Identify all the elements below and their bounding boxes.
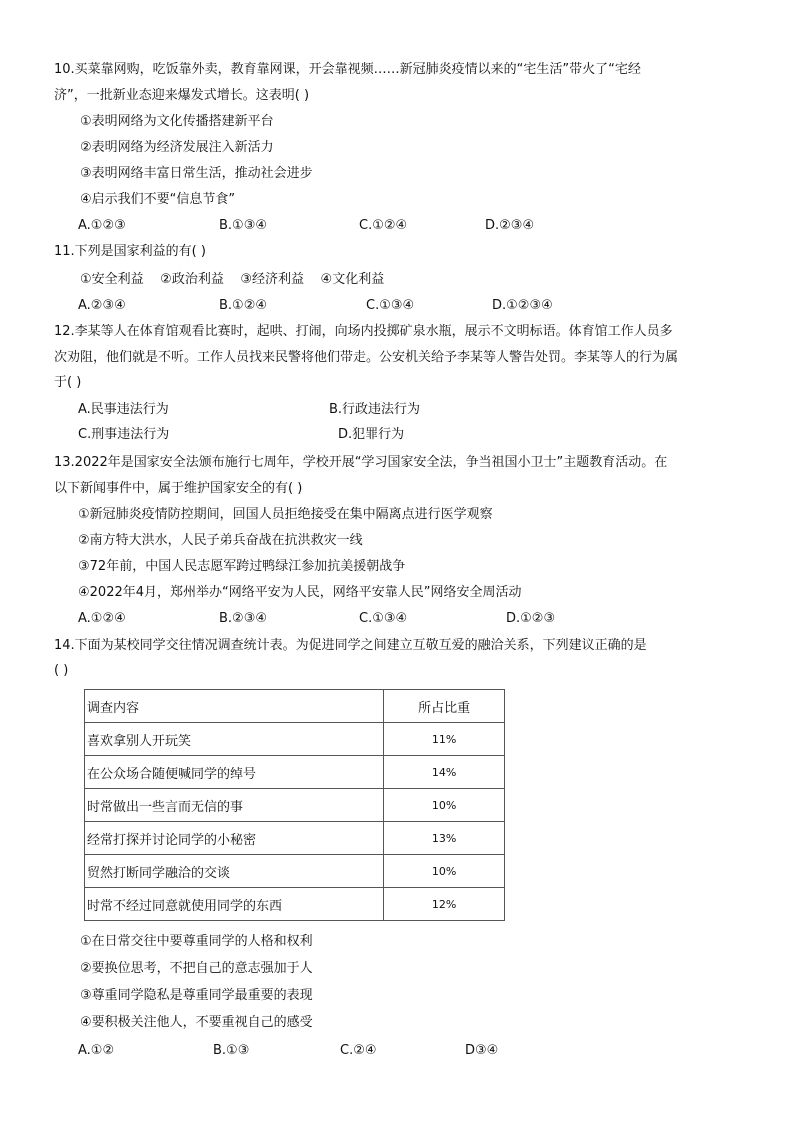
q13-option-a: A.①②④ <box>78 611 126 626</box>
table-row <box>85 855 505 888</box>
q12-stem-line2: 次劝阻，他们就是不听。工作人员找来民警将他们带走。公安机关给予李某等人警告处罚。李某等人的行为属 <box>54 350 679 365</box>
q10-option-a: A.①②③ <box>78 218 126 233</box>
q10-option-b: B.①③④ <box>219 218 268 233</box>
q12-option-a: A.民事违法行为 <box>78 402 169 417</box>
q10-item-2: ②表明网络为经济发展注入新活力 <box>80 140 274 155</box>
row-content: 时常不经过同意就使用同学的东西 <box>85 888 384 921</box>
q14-stem-line1: 14.下面为某校同学交往情况调查统计表。为促进同学之间建立互敬互爱的融洽关系，下列建议正确的是 <box>54 638 647 653</box>
q14-option-b: B.①③ <box>213 1043 250 1058</box>
row-proportion: 12% <box>384 888 505 921</box>
q11-items: ①安全利益 ②政治利益 ③经济利益 ④文化利益 <box>80 272 385 287</box>
q11-option-d: D.①②③④ <box>492 298 553 313</box>
q10-item-4: ④启示我们不要“信息节食” <box>80 192 236 207</box>
q10-option-c: C.①②④ <box>359 218 408 233</box>
table-header-row <box>85 690 505 723</box>
q13-item-4: ④2022年4月，郑州举办“网络平安为人民，网络平安靠人民”网络安全周活动 <box>78 585 522 600</box>
q14-option-c: C.②④ <box>340 1043 377 1058</box>
row-proportion: 11% <box>384 723 505 756</box>
row-proportion: 10% <box>384 789 505 822</box>
q14-stem-line2: ( ) <box>54 663 69 678</box>
header-survey-content: 调查内容 <box>85 690 384 723</box>
q13-item-3: ③72年前，中国人民志愿军跨过鸭绿江参加抗美援朝战争 <box>78 559 406 574</box>
q12-stem-line1: 12.李某等人在体育馆观看比赛时，起哄、打闹，向场内投掷矿泉水瓶，展示不文明标语。体育馆工作人员多 <box>54 324 673 339</box>
row-content: 喜欢拿别人开玩笑 <box>85 723 384 756</box>
q11-option-b: B.①②④ <box>219 298 268 313</box>
q14-item-4: ④要积极关注他人，不要重视自己的感受 <box>80 1015 313 1030</box>
table-row <box>85 822 505 855</box>
table-row <box>85 888 505 921</box>
q11-option-c: C.①③④ <box>366 298 415 313</box>
q14-item-1: ①在日常交往中要尊重同学的人格和权利 <box>80 934 313 949</box>
q14-option-d: D③④ <box>465 1043 499 1058</box>
row-content: 在公众场合随便喊同学的绰号 <box>85 756 384 789</box>
q10-item-3: ③表明网络丰富日常生活，推动社会进步 <box>80 166 313 181</box>
q11-option-a: A.②③④ <box>78 298 126 313</box>
row-content: 贸然打断同学融洽的交谈 <box>85 855 384 888</box>
q13-option-c: C.①③④ <box>359 611 408 626</box>
q13-stem-line1: 13.2022年是国家安全法颁布施行七周年，学校开展“学习国家安全法，争当祖国小卫士”主题教育活动。在 <box>54 455 668 470</box>
q14-option-a: A.①② <box>78 1043 115 1058</box>
q13-stem-line2: 以下新闻事件中，属于维护国家安全的有( ) <box>54 481 303 496</box>
row-proportion: 13% <box>384 822 505 855</box>
q12-option-d: D.犯罪行为 <box>338 427 405 442</box>
q14-item-3: ③尊重同学隐私是尊重同学最重要的表现 <box>80 988 313 1003</box>
q13-option-d: D.①②③ <box>506 611 556 626</box>
table-row <box>85 723 505 756</box>
row-content: 经常打探并讨论同学的小秘密 <box>85 822 384 855</box>
q10-item-1: ①表明网络为文化传播搭建新平台 <box>80 114 274 129</box>
q11-stem: 11.下列是国家利益的有( ) <box>54 244 206 259</box>
q10-stem-line2: 济”，一批新业态迎来爆发式增长。这表明( ) <box>54 88 310 103</box>
table-row <box>85 756 505 789</box>
q10-option-d: D.②③④ <box>485 218 535 233</box>
table-row <box>85 789 505 822</box>
q10-stem-line1: 10.买菜靠网购，吃饭靠外卖，教育靠网课，开会靠视频……新冠肺炎疫情以来的“宅生活”带火了“宅经 <box>54 62 641 77</box>
q12-option-c: C.刑事违法行为 <box>78 427 170 442</box>
q13-item-2: ②南方特大洪水，人民子弟兵奋战在抗洪救灾一线 <box>78 533 363 548</box>
row-proportion: 14% <box>384 756 505 789</box>
q14-item-2: ②要换位思考，不把自己的意志强加于人 <box>80 961 313 976</box>
survey-table <box>84 689 505 921</box>
q13-item-1: ①新冠肺炎疫情防控期间，回国人员拒绝接受在集中隔离点进行医学观察 <box>78 507 493 522</box>
q12-option-b: B.行政违法行为 <box>329 402 421 417</box>
q12-stem-line3: 于( ) <box>54 375 82 390</box>
row-proportion: 10% <box>384 855 505 888</box>
q13-option-b: B.②③④ <box>219 611 268 626</box>
header-proportion: 所占比重 <box>384 690 505 723</box>
row-content: 时常做出一些言而无信的事 <box>85 789 384 822</box>
